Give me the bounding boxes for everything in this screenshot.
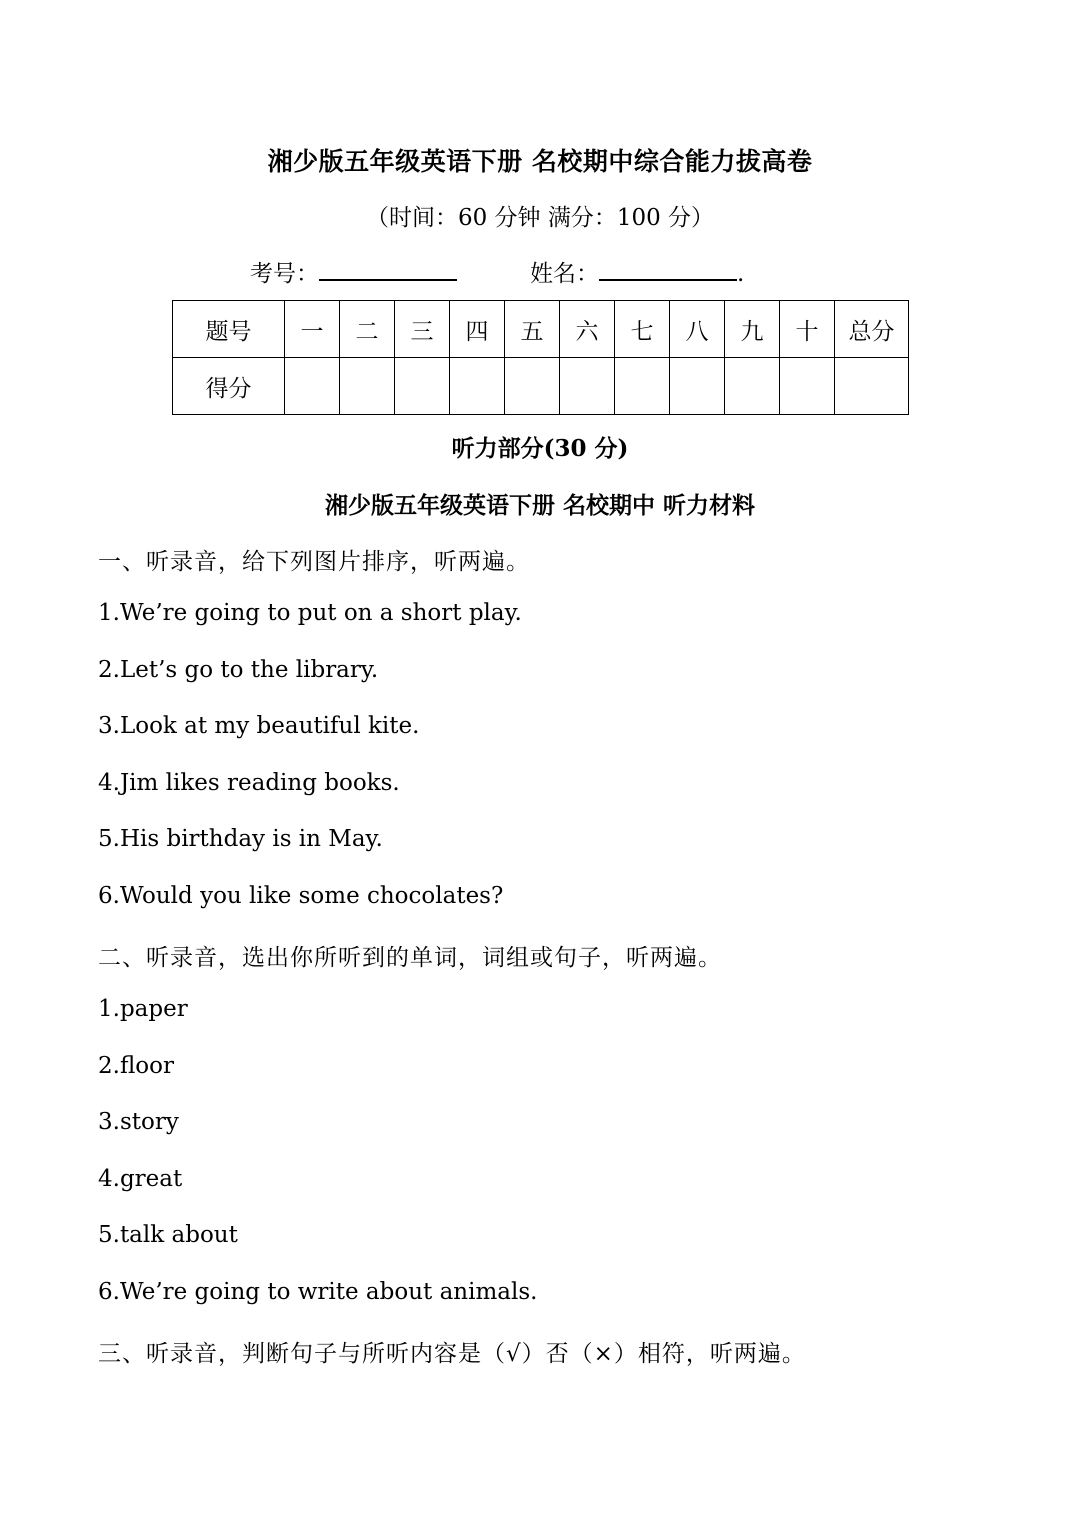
page-title: 湘少版五年级英语下册 名校期中综合能力拔高卷 [267, 147, 813, 176]
exam-number-label: 考号： [250, 261, 319, 287]
section-1-item: 2.Let’s go to the library. [98, 657, 379, 683]
section-2-item: 3.story [98, 1109, 179, 1135]
section-1-title: 一、听录音，给下列图片排序，听两遍。 [98, 549, 530, 575]
header-cell-5: 五 [505, 301, 560, 358]
header-cell-6: 六 [560, 301, 615, 358]
header-cell-2: 二 [340, 301, 395, 358]
section-2-item: 2.floor [98, 1053, 174, 1079]
score-cell [395, 358, 450, 415]
trailing-mark: . [737, 261, 745, 287]
header-cell-7: 七 [615, 301, 670, 358]
listening-heading: 听力部分(30 分) [451, 435, 629, 462]
score-cell [615, 358, 670, 415]
material-heading: 湘少版五年级英语下册 名校期中 听力材料 [324, 492, 755, 519]
exam-number-blank [319, 257, 457, 281]
name-label: 姓名： [530, 261, 599, 287]
exam-number-field [250, 255, 457, 288]
header-cell-total: 总分 [835, 301, 909, 358]
header-cell-4: 四 [450, 301, 505, 358]
header-cell-9: 九 [725, 301, 780, 358]
section-1-item: 6.Would you like some chocolates? [98, 883, 504, 909]
score-table-score-row [173, 358, 909, 415]
section-3-title: 三、听录音，判断句子与所听内容是（√）否（×）相符，听两遍。 [98, 1341, 806, 1367]
section-2-item: 5.talk about [98, 1222, 238, 1248]
section-1-item: 3.Look at my beautiful kite. [98, 713, 420, 739]
section-1-item: 5.His birthday is in May. [98, 826, 383, 852]
header-cell-8: 八 [670, 301, 725, 358]
score-cell [780, 358, 835, 415]
header-cell-1: 一 [285, 301, 340, 358]
header-cell-3: 三 [395, 301, 450, 358]
score-cell [670, 358, 725, 415]
section-2-item: 1.paper [98, 996, 188, 1022]
section-2-item: 6.We’re going to write about animals. [98, 1279, 538, 1305]
score-cell [835, 358, 909, 415]
exam-time-score-info: （时间：60 分钟 满分：100 分） [365, 205, 715, 231]
header-cell-question-number: 题号 [173, 301, 285, 358]
name-field [530, 255, 744, 288]
score-table [172, 300, 909, 415]
name-blank [599, 257, 737, 281]
score-cell [505, 358, 560, 415]
score-row-label: 得分 [173, 358, 285, 415]
score-cell [340, 358, 395, 415]
section-2-item: 4.great [98, 1166, 183, 1192]
header-cell-10: 十 [780, 301, 835, 358]
section-1-item: 1.We’re going to put on a short play. [98, 600, 522, 626]
section-2-title: 二、听录音，选出你所听到的单词，词组或句子，听两遍。 [98, 945, 722, 971]
score-cell [560, 358, 615, 415]
section-1-item: 4.Jim likes reading books. [98, 770, 400, 796]
score-cell [725, 358, 780, 415]
score-cell [285, 358, 340, 415]
score-table-header-row [173, 301, 909, 358]
score-cell [450, 358, 505, 415]
